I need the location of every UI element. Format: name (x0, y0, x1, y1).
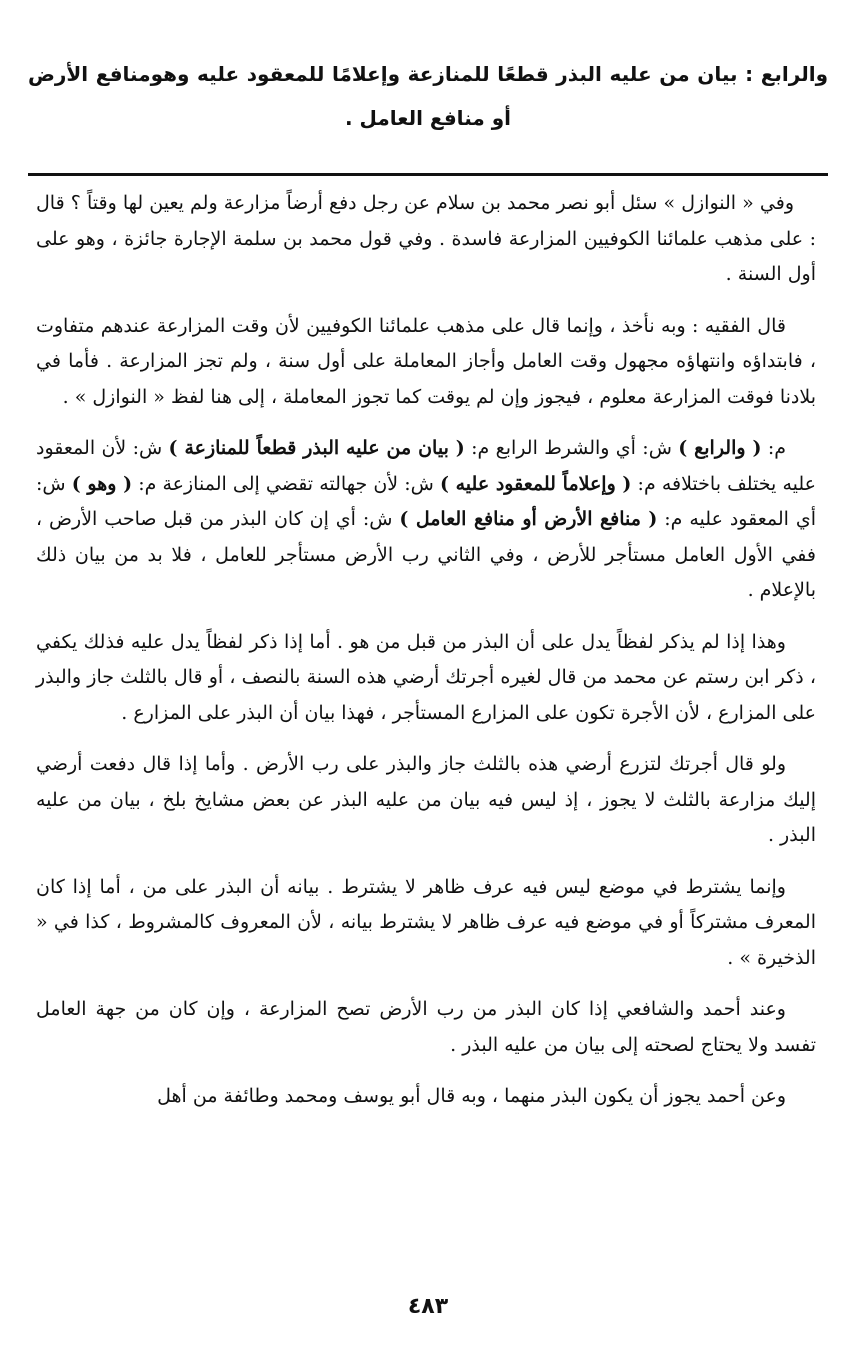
main-text-line: والرابع : بيان من عليه البذر قطعًا للمنازعة وإعلامًا للمعقود عليه وهومنافع الأرض أو منافع العامل . (28, 62, 828, 130)
commentary-block (36, 186, 816, 1131)
sharh-text: ش: لأن المعقود عليه يختلف باختلافه م: (36, 437, 817, 495)
commentary-paragraph-6: وإنما يشترط في موضع ليس فيه عرف ظاهر لا يشترط . بيانه أن البذر على من ، أما إذا كان المعرف مشتركاً أو في موضع فيه عرف ظاهر لا يشترط بيانه ، لأن المعروف كالمشروط ، كذا في « الذخيرة » . (36, 875, 816, 969)
page-number: ٤٨٣ (407, 1294, 449, 1319)
matn-quote: ( بيان من عليه البذر قطعاً للمنازعة ) (168, 437, 465, 459)
matn-marker: م: (761, 437, 786, 459)
commentary-paragraph-7: وعند أحمد والشافعي إذا كان البذر من رب الأرض تصح المزارعة ، وإن كان من جهة العامل تفسد ولا يحتاج لصحته إلى بيان من عليه البذر . (36, 998, 816, 1056)
matn-quote: ( منافع الأرض أو منافع العامل ) (399, 508, 658, 530)
matn-quote: ( والرابع ) (678, 437, 762, 459)
separator-rule (28, 173, 828, 176)
commentary-paragraph-5: ولو قال أجرتك لتزرع أرضي هذه بالثلث جاز والبذر على رب الأرض . وأما إذا قال دفعت أرضي إليك مزارعة بالثلث لا يجوز ، إذ ليس فيه بيان من عليه البذر عن بعض مشايخ بلخ ، بيان من عليه البذر . (36, 753, 816, 846)
sharh-text: ش: أي والشرط الرابع م: (464, 437, 679, 459)
commentary-paragraph-3 (36, 431, 816, 609)
commentary-paragraph-8: وعن أحمد يجوز أن يكون البذر منهما ، وبه قال أبو يوسف ومحمد وطائفة من أهل (157, 1085, 786, 1107)
commentary-paragraph-4: وهذا إذا لم يذكر لفظاً يدل على أن البذر من قبل من هو . أما إذا ذكر لفظاً يدل عليه فذلك يكفي ، ذكر ابن رستم عن محمد من قال لغيره أجرتك أرضي هذه السنة بالنصف ، أو قال بالثلث جاز والبذر على المزارع ، لأن الأجرة تكون على المزارع المستأجر ، فهذا بيان أن البذر على المزارع . (36, 630, 816, 724)
sharh-text: ش: لأن جهالته تقضي إلى المنازعة م: (132, 472, 440, 495)
commentary-paragraph-1: وفي « النوازل » سئل أبو نصر محمد بن سلام عن رجل دفع أرضاً مزارعة ولم يعين لها وقتاً ؟ قال : على مذهب علمائنا الكوفيين المزارعة فاسدة . وفي قول محمد بن سلمة الإجارة جائزة ، وهو على أول السنة . (36, 192, 816, 285)
matn-quote: ( وهو ) (71, 472, 133, 495)
sharh-text: ش: أي المعقود عليه م: (36, 472, 816, 530)
matn-quote: ( وإعلاماً للمعقود عليه ) (439, 472, 632, 495)
commentary-paragraph-2: قال الفقيه : وبه نأخذ ، وإنما قال على مذهب علمائنا الكوفيين لأن وقت المزارعة عندهم متفاوت ، فابتداؤه وانتهاؤه مجهول وقت العامل وأجاز المعاملة على أول سنة ، ولم تجز المزارعة . فأما في بلادنا فوقت المزارعة معلوم ، فيجوز وإن لم يوقت كما تجوز المعاملة ، إلى هنا لفظ « النوازل » . (36, 314, 816, 408)
sharh-text: ش: أي إن كان البذر من قبل صاحب الأرض ، ففي الأول العامل مستأجر للأرض ، وفي الثاني رب الأرض مستأجر للعامل ، فلا بد من بيان ذلك بالإعلام . (36, 508, 816, 601)
main-text (28, 52, 828, 140)
